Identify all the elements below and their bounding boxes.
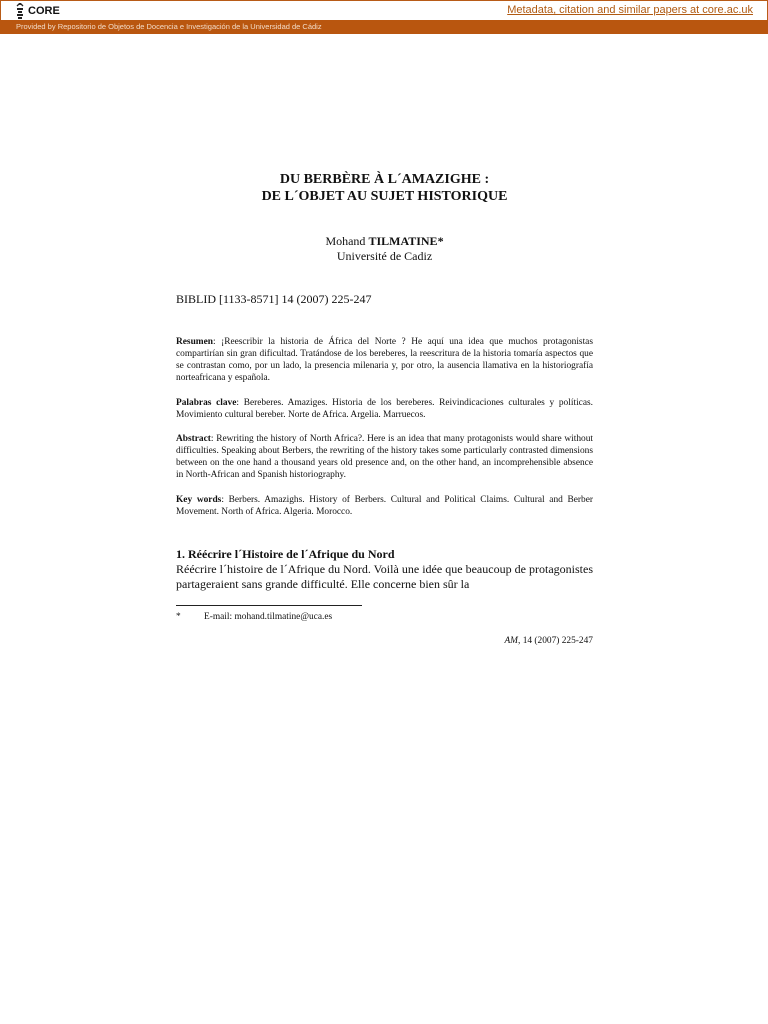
key-words-paragraph	[176, 494, 593, 518]
author-block	[176, 234, 593, 264]
resumen-text: : ¡Reescribir la historia de África del Norte ? He aquí una idea que muchos protagonistas compartirían sin gran dificultad. Tratándose de los bereberes, la reescritura de la historia tomaría aspectos que se contrastan como, por un lado, la presencia milenaria y, por otro, la ausencia llamativa en la historiografía norteafricana y española.	[176, 337, 593, 383]
footnote-divider	[176, 605, 362, 606]
provided-by-text: Provided by Repositorio de Objetos de Docencia e Investigación de la Universidad de Cádiz	[16, 22, 322, 31]
footnote-email: E-mail: mohand.tilmatine@uca.es	[204, 612, 333, 622]
core-metadata-link[interactable]: Metadata, citation and similar papers at core.ac.uk	[507, 4, 753, 16]
key-words-label: Key words	[176, 495, 222, 505]
core-logo-icon	[15, 3, 25, 19]
author-last-name: TILMATINE	[368, 234, 438, 248]
key-words-text: : Berbers. Amazighs. History of Berbers. Cultural and Political Claims. Cultural and Berber Movement. North of Africa. Algeria. Morocco.	[176, 495, 594, 517]
journal-reference	[504, 636, 593, 646]
abstract-paragraph	[176, 433, 593, 481]
palabras-clave-paragraph	[176, 397, 593, 421]
title-line-2: DE L´OBJET AU SUJET HISTORIQUE	[261, 189, 508, 204]
footnote	[176, 612, 332, 622]
author-first-name: Mohand	[325, 234, 369, 248]
title-line-1: DU BERBÈRE À L´AMAZIGHE :	[279, 172, 490, 187]
core-logo-text: CORE	[28, 4, 60, 17]
footnote-mark: *	[176, 612, 181, 622]
article-title	[176, 171, 593, 205]
section-body: Réécrire l´histoire de l´Afrique du Nord. Voilà une idée que beaucoup de protagonistes partageraient sans grande difficulté. Elle concerne bien sûr la	[176, 562, 593, 591]
author-name	[176, 234, 593, 249]
provider-bar	[0, 20, 768, 34]
resumen-paragraph	[176, 336, 593, 384]
journal-volume-pages: , 14 (2007) 225-247	[518, 636, 593, 646]
section-heading: 1. Réécrire l´Histoire de l´Afrique du Nord	[176, 547, 395, 561]
journal-name: AM	[504, 636, 518, 646]
biblid: BIBLID [1133-8571] 14 (2007) 225-247	[176, 292, 372, 306]
core-logo[interactable]	[15, 2, 60, 19]
core-banner	[0, 0, 768, 20]
author-footnote-mark: *	[437, 234, 444, 248]
abstract-text: : Rewriting the history of North Africa?. Here is an idea that many protagonists would share without difficulties. Speaking about Berbers, the rewriting of the history takes some particularly contrasted dimensions between on the one hand a thousand years old presence and, on the other hand, an incomprehensible absence in North-African and Spanish historiography.	[176, 434, 593, 480]
palabras-clave-text: : Bereberes. Amaziges. Historia de los bereberes. Reivindicaciones culturales y políticas. Movimiento cultural bereber. Norte de Africa. Argelia. Marruecos.	[176, 398, 593, 420]
abstract-label: Abstract	[176, 434, 211, 444]
palabras-clave-label: Palabras clave	[176, 398, 237, 408]
author-affiliation: Université de Cadiz	[336, 249, 433, 263]
resumen-label: Resumen	[176, 337, 213, 347]
